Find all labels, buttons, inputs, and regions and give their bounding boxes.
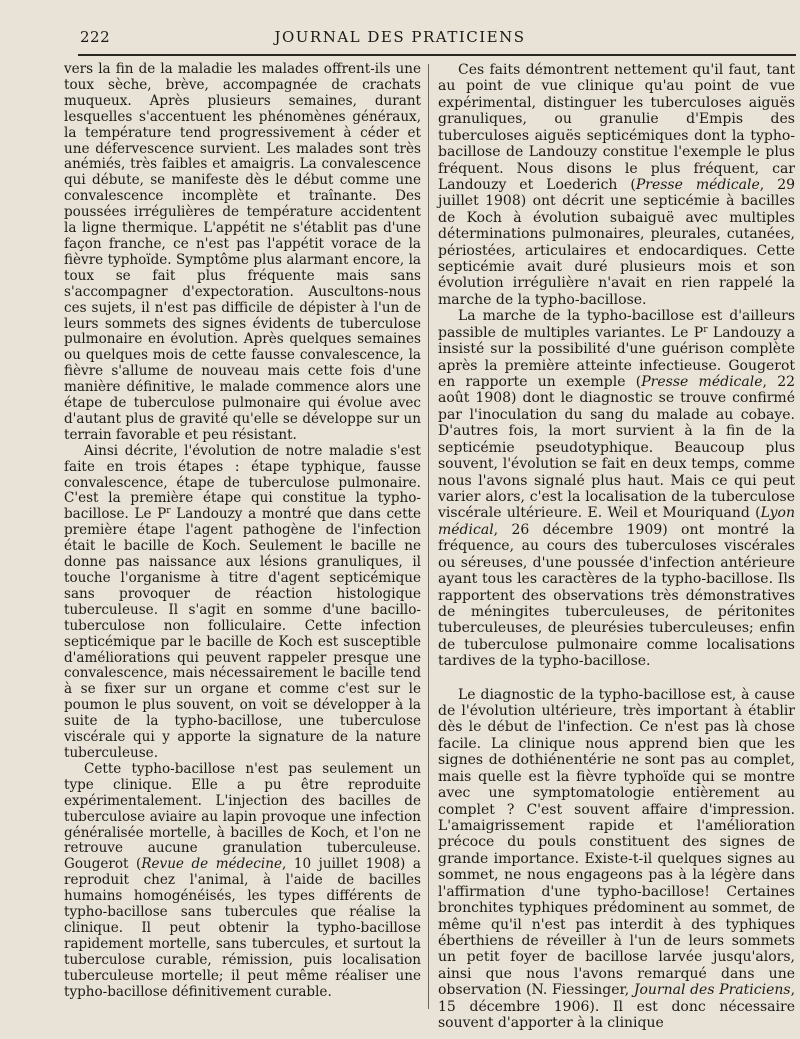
- paragraph: [438, 308, 795, 669]
- page-header: [0, 0, 800, 60]
- text-run: Cette typho-bacillose n'est pas seulement un type clinique. Elle a pu être reproduite expérimentalement. L'injection des bacilles de tuberculose aviaire au lapin provoque une infection généralisée mortelle, à bacilles de Koch, et l'on ne retrouve aucune granulation tuberculeuse. Gougerot (: [64, 760, 421, 873]
- text-run: , 10 juillet 1908) a reproduit chez l'animal, à l'aide de bacilles humains homogénéisés, les types différents de typho-bacillose sans tubercules que réalise la clinique. Il peut obtenir la typho-bacillose rapidement mortelle, sans tubercules, et surtout la tuberculose curable, rémission, puis localisation tuberculeuse mortelle; il peut même réaliser une typho-bacillose définitivement curable.: [64, 856, 421, 1000]
- left-column: [64, 62, 421, 1000]
- running-title: JOURNAL DES PRATICIENS: [274, 28, 526, 46]
- citation-title: Presse médicale: [641, 374, 763, 391]
- text-run: La marche de la typho-bacillose est d'ailleurs passible de multiples variantes. Le P: [438, 308, 795, 341]
- citation-title: Revue de médecine: [141, 856, 282, 873]
- paragraph: [438, 687, 795, 1032]
- superscript: r: [703, 324, 708, 335]
- column-divider: [428, 64, 429, 1009]
- paragraph: vers la fin de la maladie les malades offrent-ils une toux sèche, brève, accompagnée de crachats muqueux. Après plusieurs semaines, durant lesquelles s'accentuent les phénomènes généraux, la température tend progressivement à céder et une défervescence survient. Les malades sont très anémiés, très faibles et amaigris. La convalescence qui débute, se manifeste dès le début comme une convalescence incomplète et traînante. Des poussées irrégulières de température accidentent la ligne thermique. L'appétit ne s'établit pas d'une façon franche, ce n'est pas l'appétit vorace de la fièvre typhoïde. Symptôme plus alarmant encore, la toux se fait plus fréquente mais sans s'accompagner d'expectoration. Auscultons-nous ces sujets, il n'est pas difficile de dépister à l'un de leurs sommets des signes évidents de tuberculose pulmonaire en évolution. Après quelques semaines ou quelques mois de cette fausse convalescence, la fièvre s'allume de nouveau mais cette fois d'une manière définitive, le malade commence alors une étape de tuberculose pulmonaire qui évolue avec d'autant plus de gravité qu'elle se développe sur un terrain favorable et peu résistant.: [64, 61, 421, 443]
- text-run: , 22 août 1908) dont le diagnostic se trouve confirmé par l'inoculation du sang du malade au cobaye. D'autres fois, la mort survient à la fin de la septicémie pseudotyphique. Beaucoup plus souvent, l'évolution se fait en deux temps, comme nous l'avons signalé plus haut. Mais ce qui peut varier alors, c'est la localisation de la tuberculose viscérale ultérieure. E. Weil et Mouriquand (: [438, 374, 796, 522]
- text-run: Landouzy a insisté sur la possibilité d'une guérison complète après la première atteinte infectieuse. Gougerot en rapporte un exemple (: [438, 324, 795, 391]
- text-run: Landouzy a montré que dans cette première étape l'agent pathogène de l'infection était le bacille de Koch. Seulement le bacille ne donne pas naissance aux lésions granuliques, il touche l'organisme à titre d'agent septicémique sans provoquer de réaction histologique tuberculeuse. Il s'agit en somme d'une bacillo-tuberculose non folliculaire. Cette infection septicémique par le bacille de Koch est susceptible d'améliorations qui peuvent rappeler presque une convalescence, mais nécessairement le bacille tend à se fixer sur un organe et comme c'est sur le poumon le plus souvent, on voit se développer à la suite de la typho-bacillose, une tuberculose viscérale qui y apporte la signature de la nature tuberculeuse.: [64, 506, 421, 761]
- text-run: Ainsi décrite, l'évolution de notre maladie s'est faite en trois étapes : étape typhique, fausse convalescence, étape de tuberculose pulmonaire. C'est la première étape qui constitue la typho-bacillose. Le P: [64, 442, 421, 523]
- header-rule: [78, 54, 796, 56]
- text-run: , 26 décembre 1909) ont montré la fréquence, au cours des tuberculoses viscérales ou séreuses, d'une poussée d'infection antérieure ayant tous les caractères de la typho-bacillose. Ils rapportent des observations très démonstratives de méningites tuberculeuses, de péritonites tuberculeuses, de pleurésies tuberculeuses; enfin de tuberculose pulmonaire comme localisations tardives de la typho-bacillose.: [438, 521, 795, 670]
- right-column: [438, 62, 795, 1031]
- paragraph: [438, 62, 795, 308]
- page-number: 222: [80, 28, 111, 46]
- text-run: , 29 juillet 1908) ont décrit une septicémie à bacilles de Koch à évolution subaiguë avec multiples déterminations pulmonaires, pleurales, cutanées, périostées, articulaires et endocardiques. Cette septicémie avait duré plusieurs mois et son évolution irrégulière n'avait en rien rappelé la marche de la typho-bacillose.: [438, 176, 796, 308]
- text-run: Le diagnostic de la typho-bacillose est, à cause de l'évolution ultérieure, très important à établir dès le début de l'infection. Ce n'est pas là chose facile. La clinique nous apprend bien que les signes de dothiénentérie ne sont pas au complet, mais quelle est la fièvre typhoïde qui se montre avec une symptomatologie entièrement au complet ? C'est souvent affaire d'impression. L'amaigrissement rapide et l'amélioration précoce du pouls constituent des signes de grande importance. Existe-t-il quelques signes au sommet, ne nous engageons pas à la légère dans l'affirmation d'une typho-bacillose! Certaines bronchites typhiques prédominent au sommet, de même qu'il n'est pas interdit à des typhiques éberthiens de réveiller à l'un de leurs sommets un petit foyer de bacillose larvée jusqu'alors, ainsi que nous l'avons remarqué dans une observation (N. Fiessinger,: [438, 686, 795, 999]
- citation-title: Lyon médical: [438, 505, 795, 538]
- paragraph: [64, 762, 421, 1001]
- citation-title: Journal des Praticiens: [633, 982, 791, 999]
- paragraph: [64, 444, 421, 762]
- citation-title: Presse médicale: [635, 176, 760, 193]
- text-run: Ces faits démontrent nettement qu'il faut, tant au point de vue clinique qu'au point de vue expérimental, distinguer les tuberculoses aiguës granuliques, ou granulie d'Empis des tuberculoses aiguës septicémiques dont la typho-bacillose de Landouzy constitue l'exemple le plus fréquent. Nous disons le plus fréquent, car Landouzy et Loederich (: [438, 62, 795, 193]
- superscript: r: [166, 506, 171, 517]
- text-run: , 15 décembre 1906). Il est donc nécessaire souvent d'apporter à la clinique: [438, 982, 796, 1032]
